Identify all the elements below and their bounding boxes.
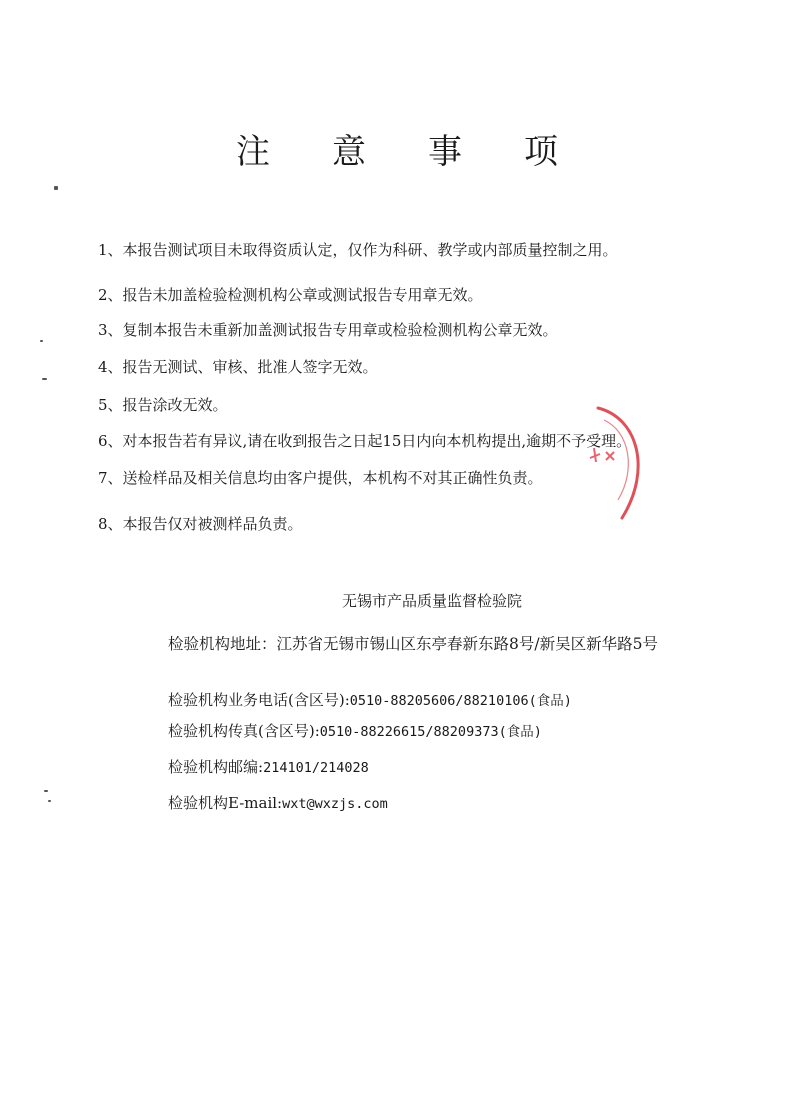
email-label: 检验机构E-mail:: [168, 794, 283, 812]
institution-postcode: [168, 757, 369, 778]
institution-email: [168, 793, 388, 814]
institution-fax: [168, 721, 542, 742]
note-item: 1、本报告测试项目未取得资质认定，仅作为科研、教学或内部质量控制之用。: [98, 241, 618, 259]
institution-address: 检验机构地址：江苏省无锡市锡山区东亭春新东路8号/新吴区新华路5号: [168, 635, 658, 653]
title-char: 意: [332, 132, 372, 172]
email-value: wxt@wxzjs.com: [282, 796, 388, 812]
title-char: 项: [524, 132, 564, 172]
note-item: 5、报告涂改无效。: [98, 396, 228, 414]
note-item: 7、送检样品及相关信息均由客户提供，本机构不对其正确性负责。: [98, 469, 543, 487]
fax-value: 0510-88226615/88209373(食品): [319, 724, 542, 740]
note-item: 4、报告无测试、审核、批准人签字无效。: [98, 358, 378, 376]
scan-speck: [54, 186, 58, 190]
note-item: 2、报告未加盖检验检测机构公章或测试报告专用章无效。: [98, 286, 483, 304]
scan-speck: [40, 340, 43, 342]
postcode-value: 214101/214028: [263, 760, 369, 776]
postcode-label: 检验机构邮编:: [168, 758, 264, 776]
note-item: 8、本报告仅对被测样品负责。: [98, 515, 303, 533]
note-item: 6、对本报告若有异议,请在收到报告之日起15日内向本机构提出,逾期不予受理。: [98, 432, 632, 450]
scan-speck: [48, 800, 51, 802]
note-item: 3、复制本报告未重新加盖测试报告专用章或检验检测机构公章无效。: [98, 321, 558, 339]
title-char: 注: [236, 132, 276, 172]
scan-speck: [42, 378, 47, 380]
phone-value: 0510-88205606/88210106(食品): [349, 693, 572, 709]
fax-label: 检验机构传真(含区号):: [168, 722, 320, 740]
institution-phone: [168, 690, 572, 711]
title-char: 事: [428, 132, 468, 172]
red-seal-stamp: [560, 400, 650, 530]
institution-name: 无锡市产品质量监督检验院: [342, 592, 523, 610]
scan-speck: [44, 790, 48, 792]
phone-label: 检验机构业务电话(含区号):: [168, 691, 350, 709]
